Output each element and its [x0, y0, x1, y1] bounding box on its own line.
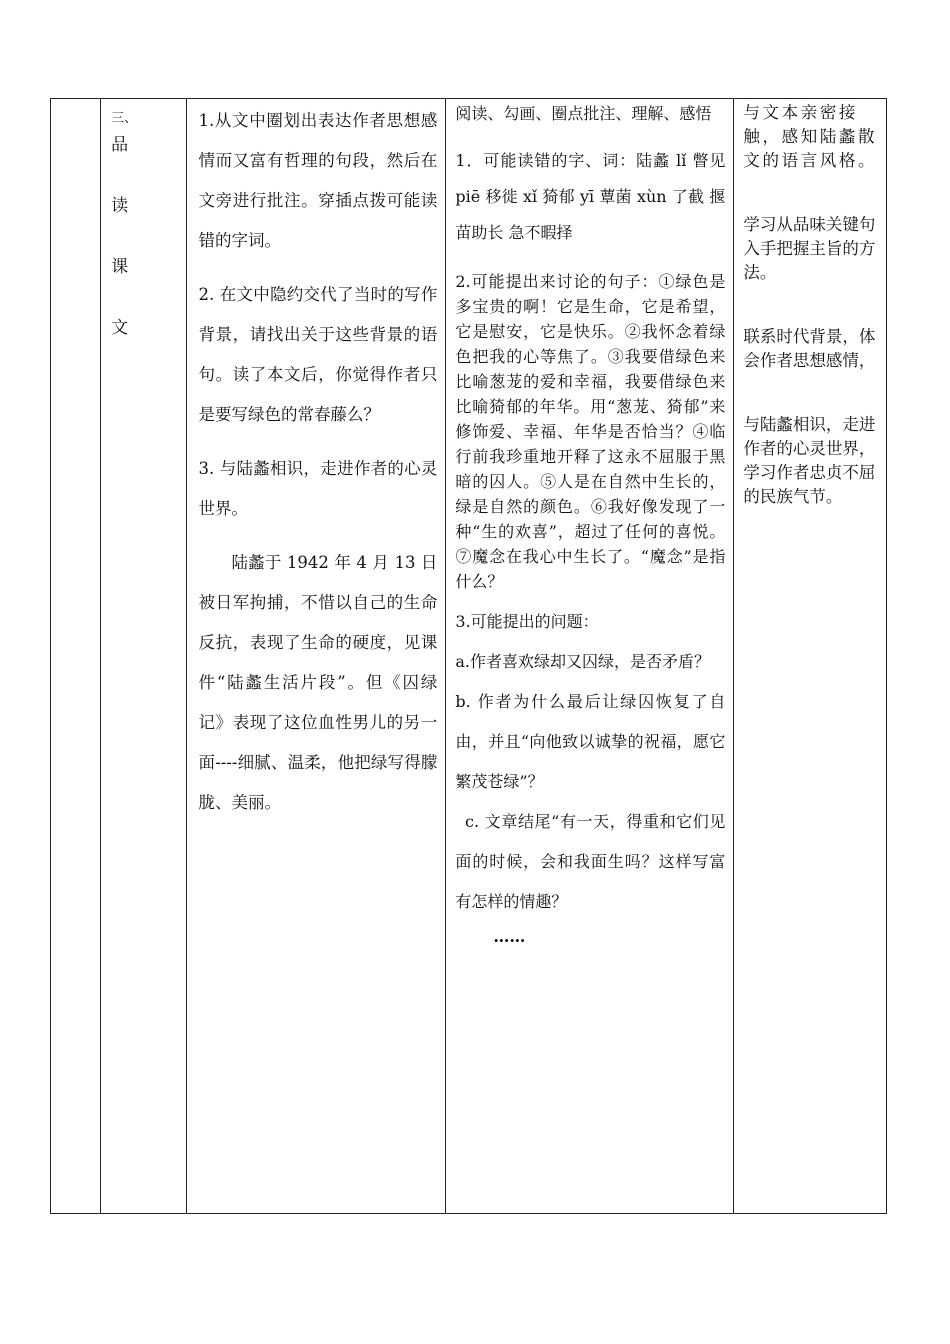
question-c: c. 文章结尾“有一天，得重和它们见面的时候，会和我面生吗？这样写富有怎样的情趣？ [455, 812, 726, 911]
teacher-background-note: 陆蠡于 1942 年 4 月 13 日被日军拘捕，不惜以自己的生命反抗，表现了生命的硬度，见课件“陆蠡生活片段”。但《囚绿记》表现了这位血性男儿的另一面----细腻、温柔，他把绿写得朦胧、美丽。 [198, 553, 438, 812]
table-row [51, 99, 887, 1214]
section-char: 品 [111, 135, 129, 155]
design-intent-cell [734, 99, 887, 1214]
student-intro: 阅读、勾画、圈点批注、理解、感悟 [455, 104, 712, 123]
goal-2: 学习从品味关键句入手把握主旨的方法。 [743, 215, 876, 282]
section-char: 文 [111, 318, 129, 338]
goal-1: 与文本亲密接触，感知陆蠡散文的语言风格。 [743, 103, 878, 170]
question-a: a.作者喜欢绿却又囚绿，是否矛盾？ [455, 652, 711, 671]
section-char: 读 [111, 196, 129, 216]
section-label-cell [101, 99, 187, 1214]
question-b: b. 作者为什么最后让绿囚恢复了自由，并且“向他致以诚挚的祝福，愿它繁茂苍绿”？ [455, 692, 726, 791]
blank-cell [51, 99, 101, 1214]
teacher-step-3: 3. 与陆蠡相识，走进作者的心灵世界。 [198, 459, 438, 518]
teacher-activity-cell [187, 99, 446, 1214]
teacher-step-2: 2. 在文中隐约交代了当时的写作背景，请找出关于这些背景的语句。读了本文后，你觉得作者只是要写绿色的常春藤么？ [198, 285, 438, 424]
section-char: 课 [111, 257, 129, 277]
ellipsis: …… [493, 927, 526, 946]
questions-title: 3.可能提出的问题： [455, 612, 599, 631]
student-sentences: 2.可能提出来讨论的句子：①绿色是多宝贵的啊！它是生命，它是希望，它是慰安，它是快乐。②我怀念着绿色把我的心等焦了。③我要借绿色来比喻葱茏的爱和幸福，我要借绿色来比喻猗郁的年华。用“葱茏、猗郁”来修饰爱、幸福、年华是否恰当？④临行前我珍重地开释了这永不屈服于黑暗的囚人。⑤人是在自然中生长的，绿是自然的颜色。⑥我好像发现了一种“生的欢喜”，超过了任何的喜悦。⑦魔念在我心中生长了。“魔念”是指什么？ [455, 272, 726, 591]
student-activity-cell [446, 99, 734, 1214]
student-words: 1．可能读错的字、词：陆蠡 lǐ 瞥见 piē 移徙 xǐ 猗郁 yī 蕈菌 xùn 了截 揠苗助长 急不暇择 [455, 151, 726, 242]
student-questions [455, 602, 725, 952]
goal-4: 与陆蠡相识，走进作者的心灵世界，学习作者忠贞不屈的民族气节。 [743, 415, 876, 506]
goal-3: 联系时代背景，体会作者思想感情， [743, 327, 876, 370]
section-label [101, 99, 186, 338]
section-number: 三、 [111, 111, 138, 126]
lesson-plan-table [50, 98, 887, 1214]
teacher-step-1: 1.从文中圈划出表达作者思想感情而又富有哲理的句段，然后在文旁进行批注。穿插点拨可能读错的字词。 [198, 111, 438, 250]
